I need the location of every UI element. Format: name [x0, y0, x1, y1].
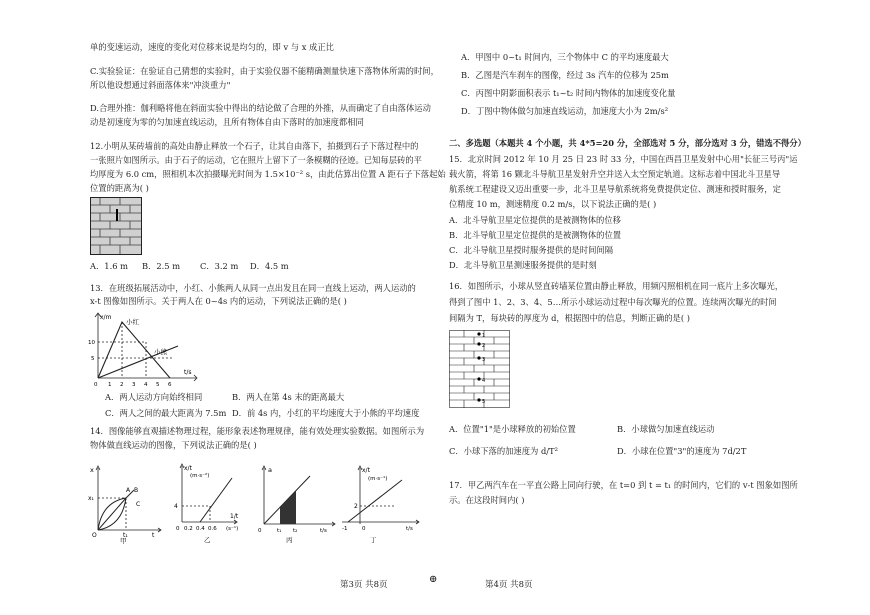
q16-option-d[interactable]: D．小球在位置"3"的速度为 7d/2T — [617, 446, 747, 456]
q14-bing-caption: 丙 — [286, 536, 293, 544]
q14-bing-label: a — [268, 466, 272, 474]
q15-option-a[interactable]: A．北斗导航卫星定位提供的是被测物体的位移 — [449, 215, 621, 225]
q13-xtick: 6 — [168, 382, 172, 388]
q14-yi-label: (s⁻¹) — [226, 526, 239, 532]
flash-position-dot — [477, 398, 480, 401]
text-line: 动是初速度为零的匀加速直线运动，且所有物体自由下落时的加速度都相同 — [90, 117, 364, 127]
q14-ding-label: x/t — [362, 467, 370, 474]
q14-jia-label: B — [134, 487, 139, 494]
q15-option-c[interactable]: C．北斗导航卫星授时服务提供的是时间间隔 — [449, 245, 613, 255]
text-line: x-t 图像如图所示。关于两人在 0~4s 内的运动，下列说法正确的是( ) — [90, 296, 347, 306]
q13-xtick: 4 — [144, 382, 148, 388]
q13-xlabel: t/s — [184, 369, 192, 376]
text-line: 15．北京时间 2012 年 10 月 25 日 23 时 33 分，中国在西昌卫星发射中心用"长征三号丙"运 — [449, 154, 798, 164]
q13-xtick: 0 — [94, 382, 98, 388]
text-line: 所以他设想通过斜面落体来"冲淡重力" — [90, 80, 231, 90]
q13-xtick: 1 — [108, 382, 112, 388]
page-number-right: 第4页 共8页 — [485, 580, 533, 590]
q14-yi-label: 0.2 — [184, 526, 193, 532]
flash-position-dot — [477, 332, 480, 335]
text-line: 均厚度为 6.0 cm，照相机本次拍摄曝光时间为 1.5×10⁻² s，由此估算出位置 A 距石子下落起始 — [90, 169, 446, 179]
flash-position-label: 2 — [482, 343, 486, 349]
section-heading: 二、多选题（本题共 4 个小题，共 4*5=20 分，全部选对 5 分，部分选对 3 分，错选不得分） — [449, 138, 806, 148]
text-line: 17．甲乙两汽车在一平直公路上同向行驶，在 t=0 到 t = t₁ 的时间内，它们的 v-t 图象如图所 — [449, 480, 798, 490]
q15-option-b[interactable]: B．北斗导航卫星定位提供的是被测物体的位置 — [449, 230, 622, 240]
q14-ding-label: 2 — [354, 503, 358, 510]
q12-option-b[interactable]: B．2.5 m — [142, 261, 181, 271]
q13-curve-xiaoxiong: 小熊 — [154, 348, 167, 356]
text-line: 14．图像能够直观描述物理过程，能形象表述物理规律，能有效处理实验数据。如图所示为 — [90, 426, 425, 436]
flash-position-dot — [477, 377, 480, 380]
q16-option-a[interactable]: A．位置"1"是小球释放的初始位置 — [449, 424, 576, 434]
text-line: 一张照片如图所示。由于石子的运动，它在照片上留下了一条模糊的径迹。已知每层砖的平 — [90, 155, 422, 165]
q14-yi-label: 0 — [176, 526, 180, 532]
q13-ytick: 5 — [91, 356, 95, 362]
text-line: 位置的距离为( ) — [90, 183, 149, 193]
q14-jia-label: x — [90, 466, 94, 474]
q13-curve-xiaohong: 小红 — [126, 318, 139, 326]
flash-position-label: 4 — [482, 378, 486, 384]
q14-figure-bing — [254, 462, 338, 544]
q13-option-b[interactable]: B．两人在第 4s 末的距离最大 — [232, 392, 345, 402]
q13-xt-chart — [88, 310, 200, 388]
q14-ding-label: 0 — [362, 526, 366, 532]
q14-yi-label: 0.6 — [208, 526, 217, 532]
q14-bing-label: 0 — [258, 528, 262, 534]
flash-position-label: 3 — [482, 357, 486, 363]
q12-option-d[interactable]: D．4.5 m — [250, 261, 289, 271]
q14-option-a[interactable]: A．甲图中 0~t₁ 时间内，三个物体中 C 的平均速度最大 — [461, 52, 669, 62]
text-line: 得到了图中 1、2、3、4、5…所示小球运动过程中每次曝光的位置。连续两次曝光的时间 — [449, 297, 777, 307]
q15-option-d[interactable]: D．北斗导航卫星测速服务提供的是时刻 — [449, 260, 597, 270]
flash-position-label: 1 — [482, 333, 486, 339]
q14-yi-label: 1/t — [230, 513, 239, 520]
q13-xtick: 2 — [120, 382, 124, 388]
flash-position-dot — [477, 342, 480, 345]
q14-jia-caption: 甲 — [120, 537, 127, 544]
q13-option-c[interactable]: C．两人之间的最大距离为 7.5m — [105, 408, 227, 418]
flash-position-label: 5 — [482, 399, 486, 405]
q14-jia-label: A — [126, 487, 131, 494]
q14-ding-label: -1 — [342, 526, 348, 532]
q14-jia-label: t — [152, 532, 155, 539]
q14-yi-caption: 乙 — [204, 536, 211, 544]
q16-option-c[interactable]: C．小球下落的加速度为 d/T² — [449, 446, 558, 456]
q14-bing-label: t₂ — [293, 528, 298, 534]
q14-bing-label: t/s — [320, 528, 327, 534]
q14-option-c[interactable]: C．丙图中阴影面积表示 t₁~t₂ 时间内物体的加速度变化量 — [461, 88, 676, 98]
q14-figure-yi — [170, 462, 248, 544]
text-line: 示。在这段时间内( ) — [449, 495, 525, 505]
text-line: 12.小明从某砖墙前的高处由静止释放一个石子，让其自由落下，拍摄到石子下落过程中的 — [90, 141, 419, 151]
q14-ding-label: (m·s⁻¹) — [368, 476, 388, 482]
q14-yi-label: (m·s⁻²) — [190, 473, 210, 479]
q14-yi-label: 0.4 — [196, 526, 205, 532]
text-line: 间隔为 T，每块砖的厚度为 d，根据图中的信息，判断正确的是( ) — [449, 313, 690, 323]
q13-option-a[interactable]: A．两人运动方向始终相同 — [105, 392, 203, 402]
brick-wall-figure — [90, 197, 142, 255]
q14-figure-jia — [88, 462, 164, 544]
text-line: 16．如图所示，小球从竖直砖墙某位置由静止释放，用频闪照相机在同一底片上多次曝光， — [449, 281, 784, 291]
q14-ding-label: t/s — [406, 526, 413, 532]
center-binding-mark: ⊕ — [429, 574, 438, 585]
q14-bing-label: t₁ — [277, 528, 282, 534]
text-line: C.实验验证：在验证自己猜想的实验时，由于实验仪器不能精确测量快速下落物体所需的时间， — [90, 66, 439, 76]
text-line: 单的变速运动，速度的变化对位移来说是均匀的，即 v 与 x 成正比 — [90, 42, 334, 52]
text-line: D.合理外推：伽利略将他在斜面实验中得出的结论做了合理的外推，从而确定了自由落体运动 — [90, 103, 431, 113]
text-line: 航系统工程建设又迈出重要一步，北斗卫星导航系统将免费提供定位、测速和授时服务，定 — [449, 184, 781, 194]
q16-option-b[interactable]: B．小球做匀加速直线运动 — [617, 424, 715, 434]
q16-brick-wall-figure — [449, 330, 511, 408]
q13-option-d[interactable]: D．前 4s 内，小红的平均速度大于小熊的平均速度 — [232, 408, 420, 418]
q14-option-d[interactable]: D．丁图中物体做匀加速直线运动，加速度大小为 2m/s² — [461, 106, 669, 116]
q14-ding-caption: 丁 — [370, 536, 377, 544]
right-page — [435, 0, 870, 615]
q12-option-c[interactable]: C．3.2 m — [200, 261, 239, 271]
text-line: 物体做直线运动的图像，下列说法正确的是( ) — [90, 440, 257, 450]
flash-position-dot — [477, 356, 480, 359]
q13-xtick: 3 — [132, 382, 136, 388]
q14-yi-label: 4 — [174, 503, 178, 510]
text-line: 13．在班级拓展活动中，小红、小熊两人从同一点出发且在同一直线上运动，两人运动的 — [90, 283, 416, 293]
q13-xtick: 5 — [156, 382, 160, 388]
q14-option-b[interactable]: B．乙图是汽车刹车的图像，经过 3s 汽车的位移为 25m — [461, 70, 669, 80]
q14-jia-label: t₁ — [123, 532, 128, 539]
q13-ylabel: x/m — [100, 314, 112, 321]
q14-yi-label: x/t — [184, 465, 192, 472]
q14-jia-label: O — [92, 532, 97, 539]
q13-ytick: 10 — [88, 340, 95, 346]
page-number-left: 第3页 共8页 — [340, 580, 388, 590]
text-line: 载火箭，将第 16 颗北斗导航卫星发射升空并送入太空预定轨道。这标志着中国北斗卫星导 — [449, 169, 781, 179]
q12-option-a[interactable]: A．1.6 m — [90, 261, 128, 271]
q14-jia-label: C — [136, 501, 141, 508]
q14-figure-ding — [336, 462, 422, 544]
q14-jia-label: x₁ — [88, 495, 94, 502]
text-line: 位精度 10 m，测速精度 0.2 m/s，以下说法正确的是( ) — [449, 199, 657, 209]
